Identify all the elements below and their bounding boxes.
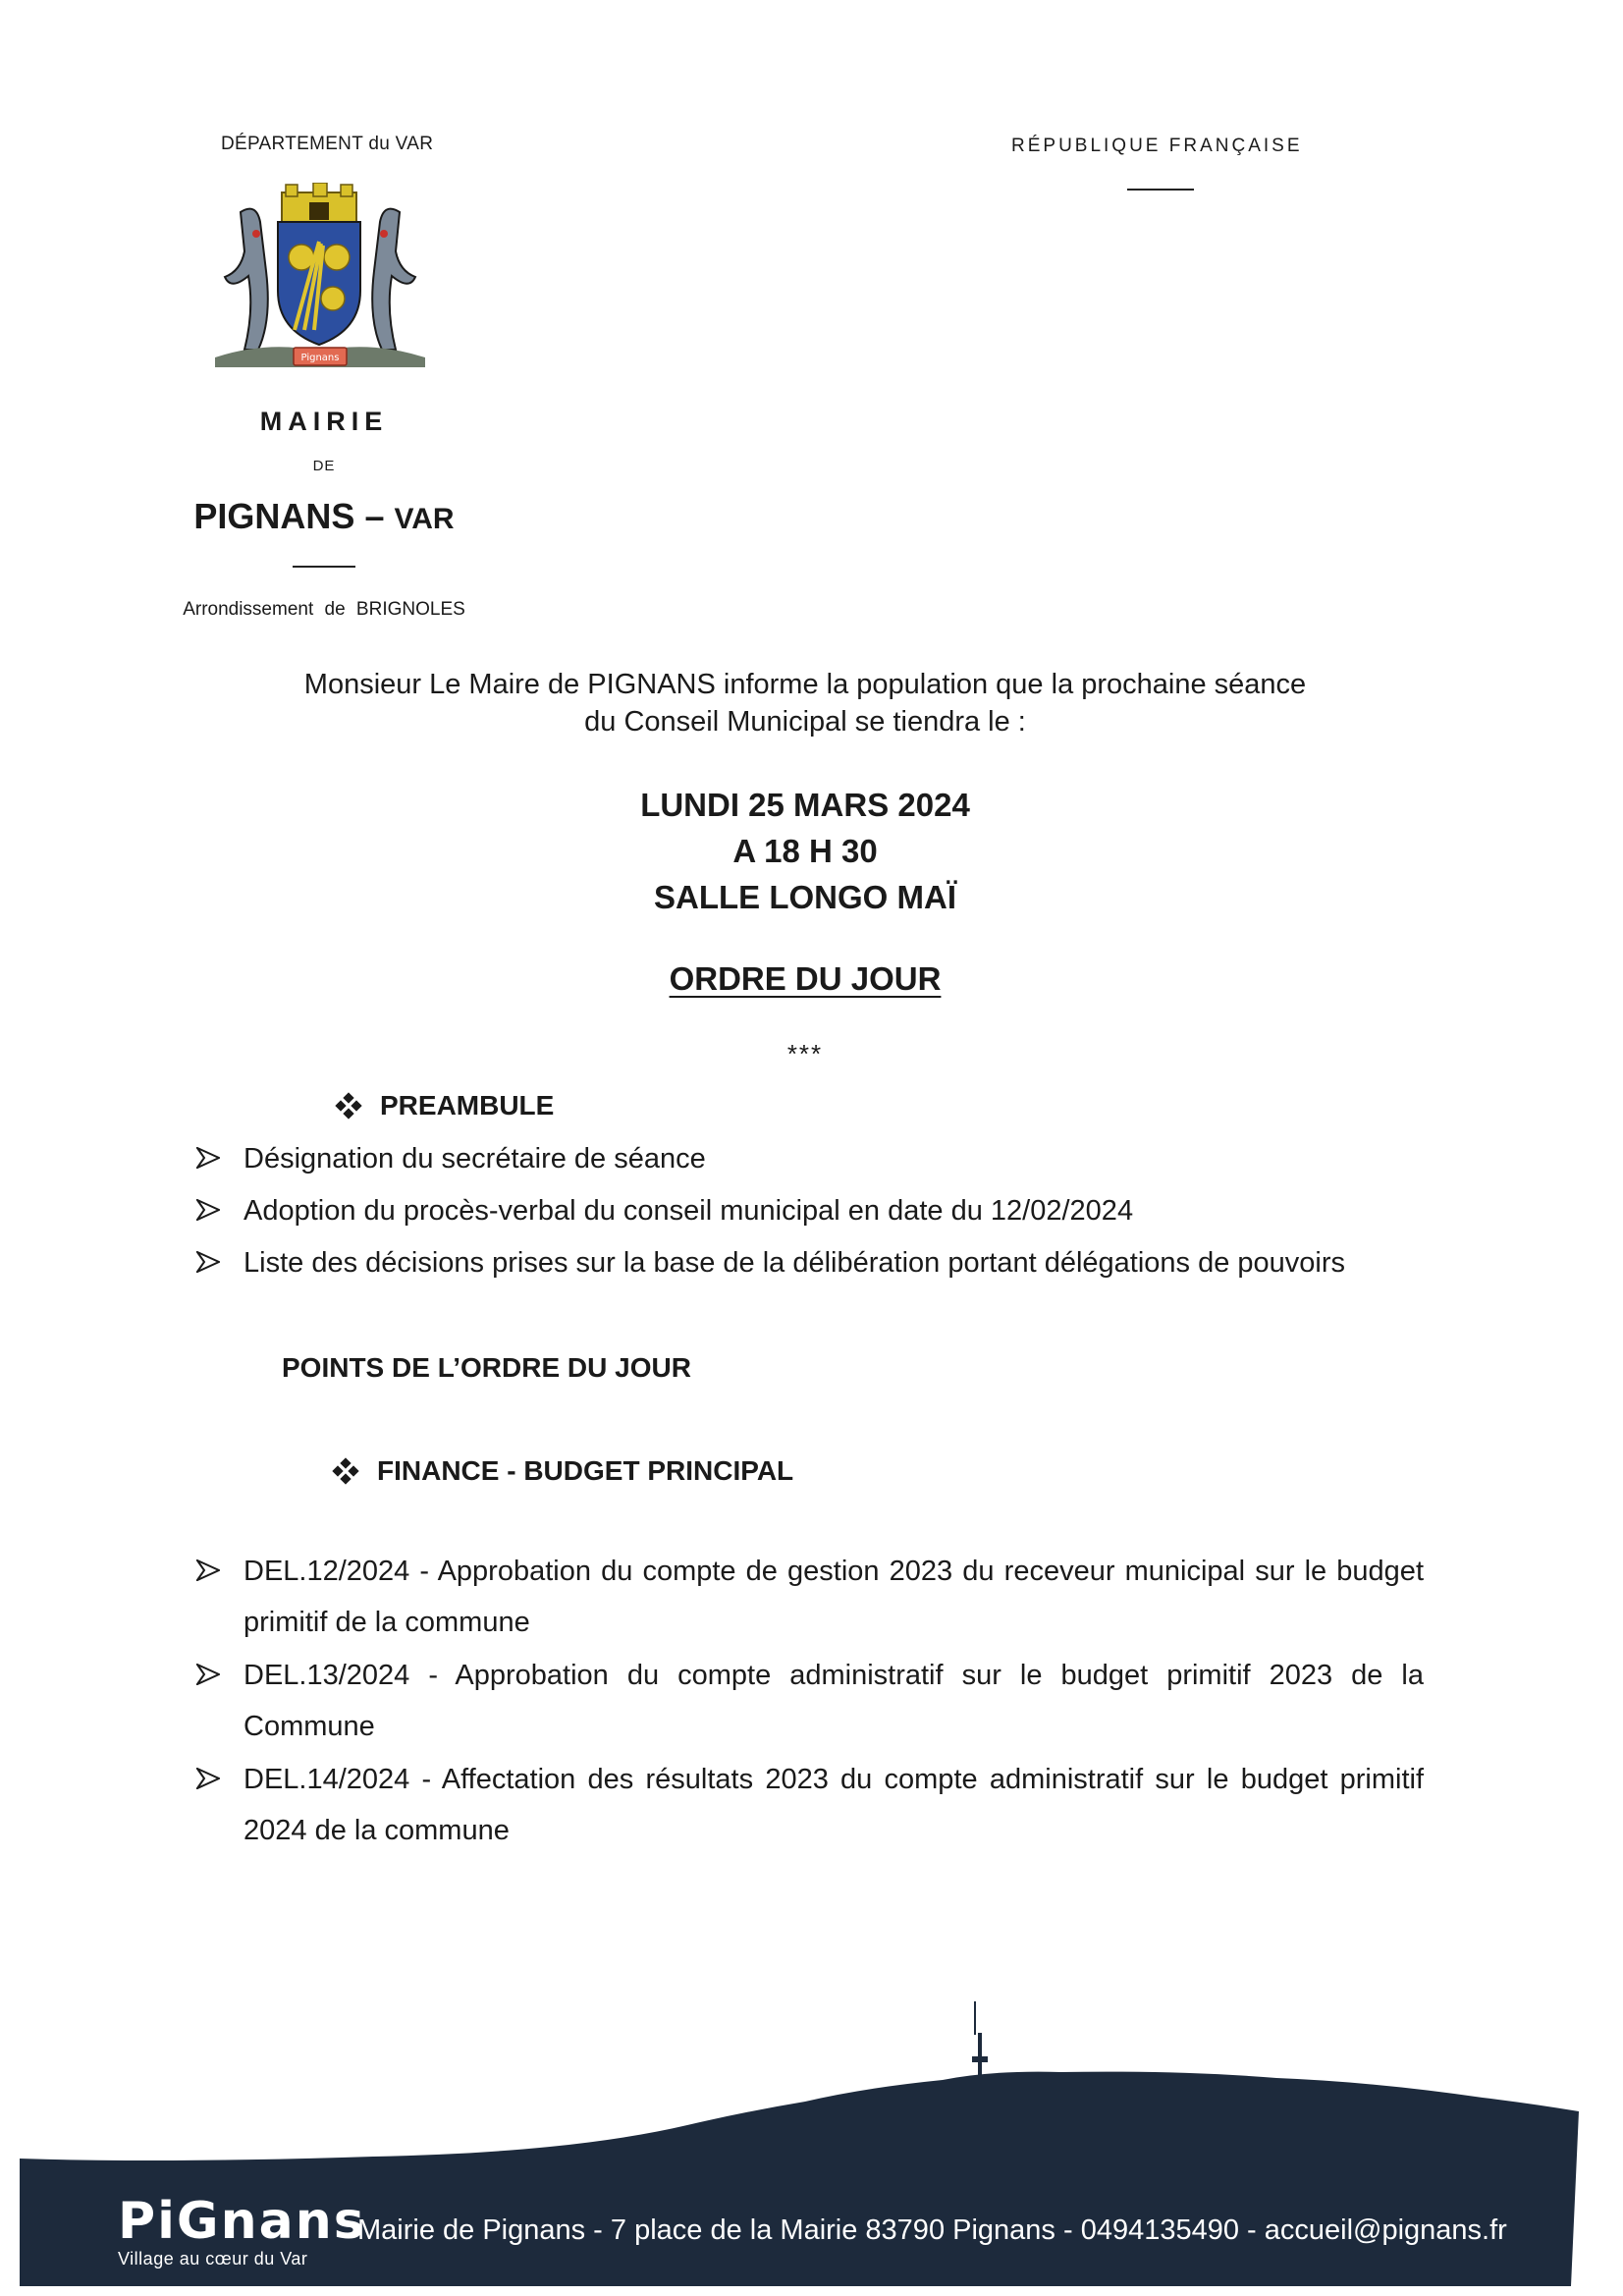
list-item-text: DEL.14/2024 - Affectation des résultats 2023 du compte administratif sur le budget primitif 2024 de la commune <box>243 1764 1424 1846</box>
meeting-time: A 18 H 30 <box>732 833 878 869</box>
list-item <box>196 1193 1424 1229</box>
list-item-text: Adoption du procès-verbal du conseil municipal en date du 12/02/2024 <box>243 1195 1134 1227</box>
antenna-platform <box>972 2056 988 2062</box>
list-item <box>196 1546 1424 1648</box>
footer-address: Mairie de Pignans - 7 place de la Mairie 83790 Pignans - 0494135490 - accueil@pignans.fr <box>357 2214 1507 2246</box>
preambule-list <box>196 1141 1424 1297</box>
agenda-title-text: ORDRE DU JOUR <box>669 960 942 997</box>
commune-name-text: PIGNANS <box>193 496 355 536</box>
arrow-bullet-icon <box>196 1199 220 1221</box>
antenna-base <box>970 2076 990 2084</box>
divider <box>293 566 355 568</box>
announcement-line: du Conseil Municipal se tiendra le : <box>584 706 1026 738</box>
departement-label: DÉPARTEMENT du VAR <box>221 134 434 154</box>
arrow-bullet-icon <box>196 1251 220 1273</box>
list-item <box>196 1245 1424 1281</box>
announcement-text <box>236 666 1375 740</box>
meeting-date: LUNDI 25 MARS 2024 <box>640 787 970 823</box>
coat-of-arms-logo <box>211 183 429 369</box>
arrow-bullet-icon <box>196 1664 220 1685</box>
list-item-text: DEL.13/2024 - Approbation du compte administratif sur le budget primitif 2023 de la Commune <box>243 1660 1424 1742</box>
agenda-title <box>432 960 1178 998</box>
list-item-text: Liste des décisions prises sur la base de la délibération portant délégations de pouvoirs <box>243 1247 1346 1279</box>
preambule-heading <box>337 1090 554 1121</box>
republique-label: RÉPUBLIQUE FRANÇAISE <box>1011 136 1303 156</box>
divider <box>1127 189 1194 191</box>
arrow-bullet-icon <box>196 1559 220 1581</box>
antenna-tip <box>974 2001 976 2035</box>
points-heading: POINTS DE L’ORDRE DU JOUR <box>282 1352 691 1383</box>
de-label: DE <box>312 458 336 474</box>
mairie-label: MAIRIE <box>259 407 389 436</box>
list-item <box>196 1141 1424 1176</box>
crest-banner-text: Pignans <box>300 353 340 363</box>
diamond-bullet-icon <box>337 1094 360 1118</box>
list-item <box>196 1650 1424 1752</box>
meeting-details <box>432 782 1178 920</box>
footer-logo-tagline: Village au cœur du Var <box>118 2249 308 2269</box>
list-item <box>196 1754 1424 1856</box>
separator: *** <box>786 1039 824 1068</box>
finance-list <box>196 1546 1424 1858</box>
arrondissement-label: Arrondissement de BRIGNOLES <box>183 599 465 620</box>
commune-var: VAR <box>394 503 455 535</box>
commune-dash: – <box>364 496 385 536</box>
commune-name <box>128 496 520 537</box>
finance-title: FINANCE - BUDGET PRINCIPAL <box>377 1455 794 1486</box>
list-item-text: Désignation du secrétaire de séance <box>243 1143 706 1175</box>
arrow-bullet-icon <box>196 1147 220 1169</box>
list-item-text: DEL.12/2024 - Approbation du compte de gestion 2023 du receveur municipal sur le budget primitif de la commune <box>243 1556 1424 1638</box>
finance-heading <box>334 1455 793 1487</box>
footer-logo <box>118 2192 366 2269</box>
announcement-line: Monsieur Le Maire de PIGNANS informe la population que la prochaine séance <box>303 669 1307 700</box>
arrow-bullet-icon <box>196 1768 220 1789</box>
footer-logo-name: PiGnans <box>118 2192 366 2251</box>
meeting-place: SALLE LONGO MAÏ <box>654 879 956 915</box>
preambule-title: PREAMBULE <box>380 1090 555 1121</box>
diamond-bullet-icon <box>334 1459 357 1483</box>
